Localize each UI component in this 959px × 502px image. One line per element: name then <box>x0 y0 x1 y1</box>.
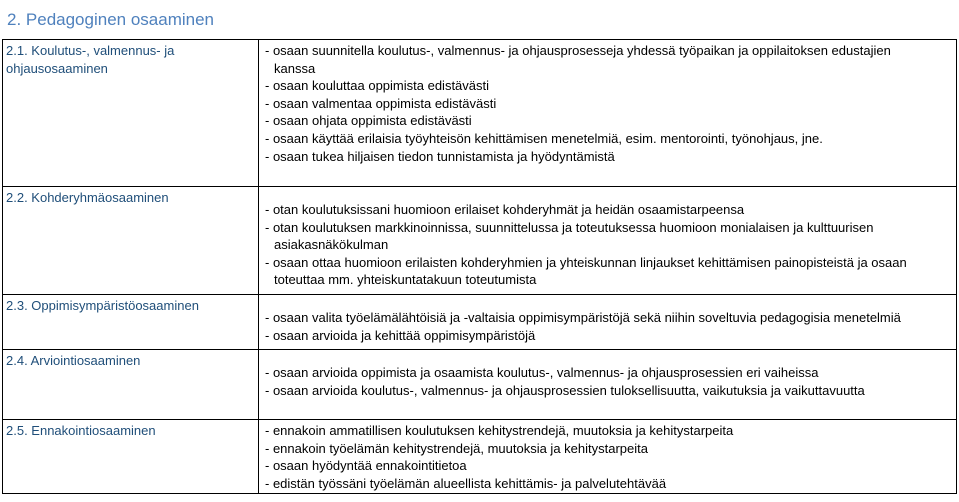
competence-area-label: ohjausosaaminen <box>6 60 108 76</box>
competence-description-cell <box>259 187 957 295</box>
list-item: - osaan käyttää erilaisia työyhteisön kehittämisen menetelmiä, esim. mentorointi, työnohjaus, jne. <box>265 130 823 146</box>
list-item: - ennakoin työelämän kehitystrendejä, muutoksia ja kehitystarpeita <box>265 440 648 456</box>
list-item: - osaan hyödyntää ennakointitietoa <box>265 458 467 474</box>
competence-area-cell <box>3 295 259 350</box>
competence-area-label: 2.1. Koulutus-, valmennus- ja <box>6 43 175 58</box>
competence-description-cell <box>259 295 957 350</box>
competence-area-label: 2.5. Ennakointiosaaminen <box>6 423 156 438</box>
list-item-continuation: asiakasnäkökulman <box>274 237 389 253</box>
list-item: - osaan ohjata oppimista edistävästi <box>265 113 472 129</box>
list-item: - osaan arvioida ja kehittää oppimisympäristöjä <box>265 327 536 343</box>
competence-area-cell <box>3 187 259 295</box>
list-item: - osaan arvioida oppimista ja osaamista koulutus-, valmennus- ja ohjausprosessien eri vaiheissa <box>265 365 819 380</box>
list-item: - osaan kouluttaa oppimista edistävästi <box>265 78 490 94</box>
competence-description-cell <box>259 40 957 187</box>
list-item: - osaan suunnitella koulutus-, valmennus- ja ohjausprosesseja yhdessä työpaikan ja oppilaitoksen edustajien <box>265 43 891 58</box>
competence-area-cell <box>3 40 259 187</box>
competence-area-cell <box>3 350 259 420</box>
list-item: - ennakoin ammatillisen koulutuksen kehitystrendejä, muutoksia ja kehitystarpeita <box>265 423 734 438</box>
list-item: - otan koulutuksen markkinoinnissa, suunnittelussa ja toteutuksessa huomioon monialaisen ja kulttuurisen <box>265 219 874 235</box>
competence-area-label: 2.4. Arviointiosaaminen <box>6 353 141 368</box>
list-item-continuation: toteuttaa mm. yhteiskuntatakuun toteutumista <box>274 272 537 288</box>
table-row <box>3 40 957 187</box>
table-row <box>3 187 957 295</box>
table-row <box>3 295 957 350</box>
list-item-continuation: kanssa <box>274 60 316 76</box>
list-item: - osaan ottaa huomioon erilaisten kohderyhmien ja yhteiskunnan linjaukset kehittämisen painopisteistä ja osaan <box>265 254 907 270</box>
competence-table <box>2 39 957 494</box>
table-row <box>3 420 957 494</box>
competence-description-cell <box>259 350 957 420</box>
list-item: - osaan tukea hiljaisen tiedon tunnistamista ja hyödyntämistä <box>265 148 615 164</box>
list-item: - osaan valita työelämälähtöisiä ja -valtaisia oppimisympäristöjä sekä niihin soveltuvia pedagogisia menetelmiä <box>265 310 901 325</box>
competence-area-label: 2.2. Kohderyhmäosaaminen <box>6 190 169 205</box>
competence-area-label: 2.3. Oppimisympäristöosaaminen <box>6 298 199 313</box>
list-item: - edistän työssäni työelämän alueellista kehittämis- ja palvelutehtävää <box>265 475 667 491</box>
competence-area-cell <box>3 420 259 494</box>
list-item: - otan koulutuksissani huomioon erilaiset kohderyhmät ja heidän osaamistarpeensa <box>265 202 745 217</box>
page-title: 2. Pedagoginen osaaminen <box>7 10 214 29</box>
competence-description-cell <box>259 420 957 494</box>
table-row <box>3 350 957 420</box>
list-item: - osaan valmentaa oppimista edistävästi <box>265 95 497 111</box>
list-item: - osaan arvioida koulutus-, valmennus- ja ohjausprosessien tuloksellisuutta, vaikutuksia ja vaikuttavuutta <box>265 382 865 398</box>
